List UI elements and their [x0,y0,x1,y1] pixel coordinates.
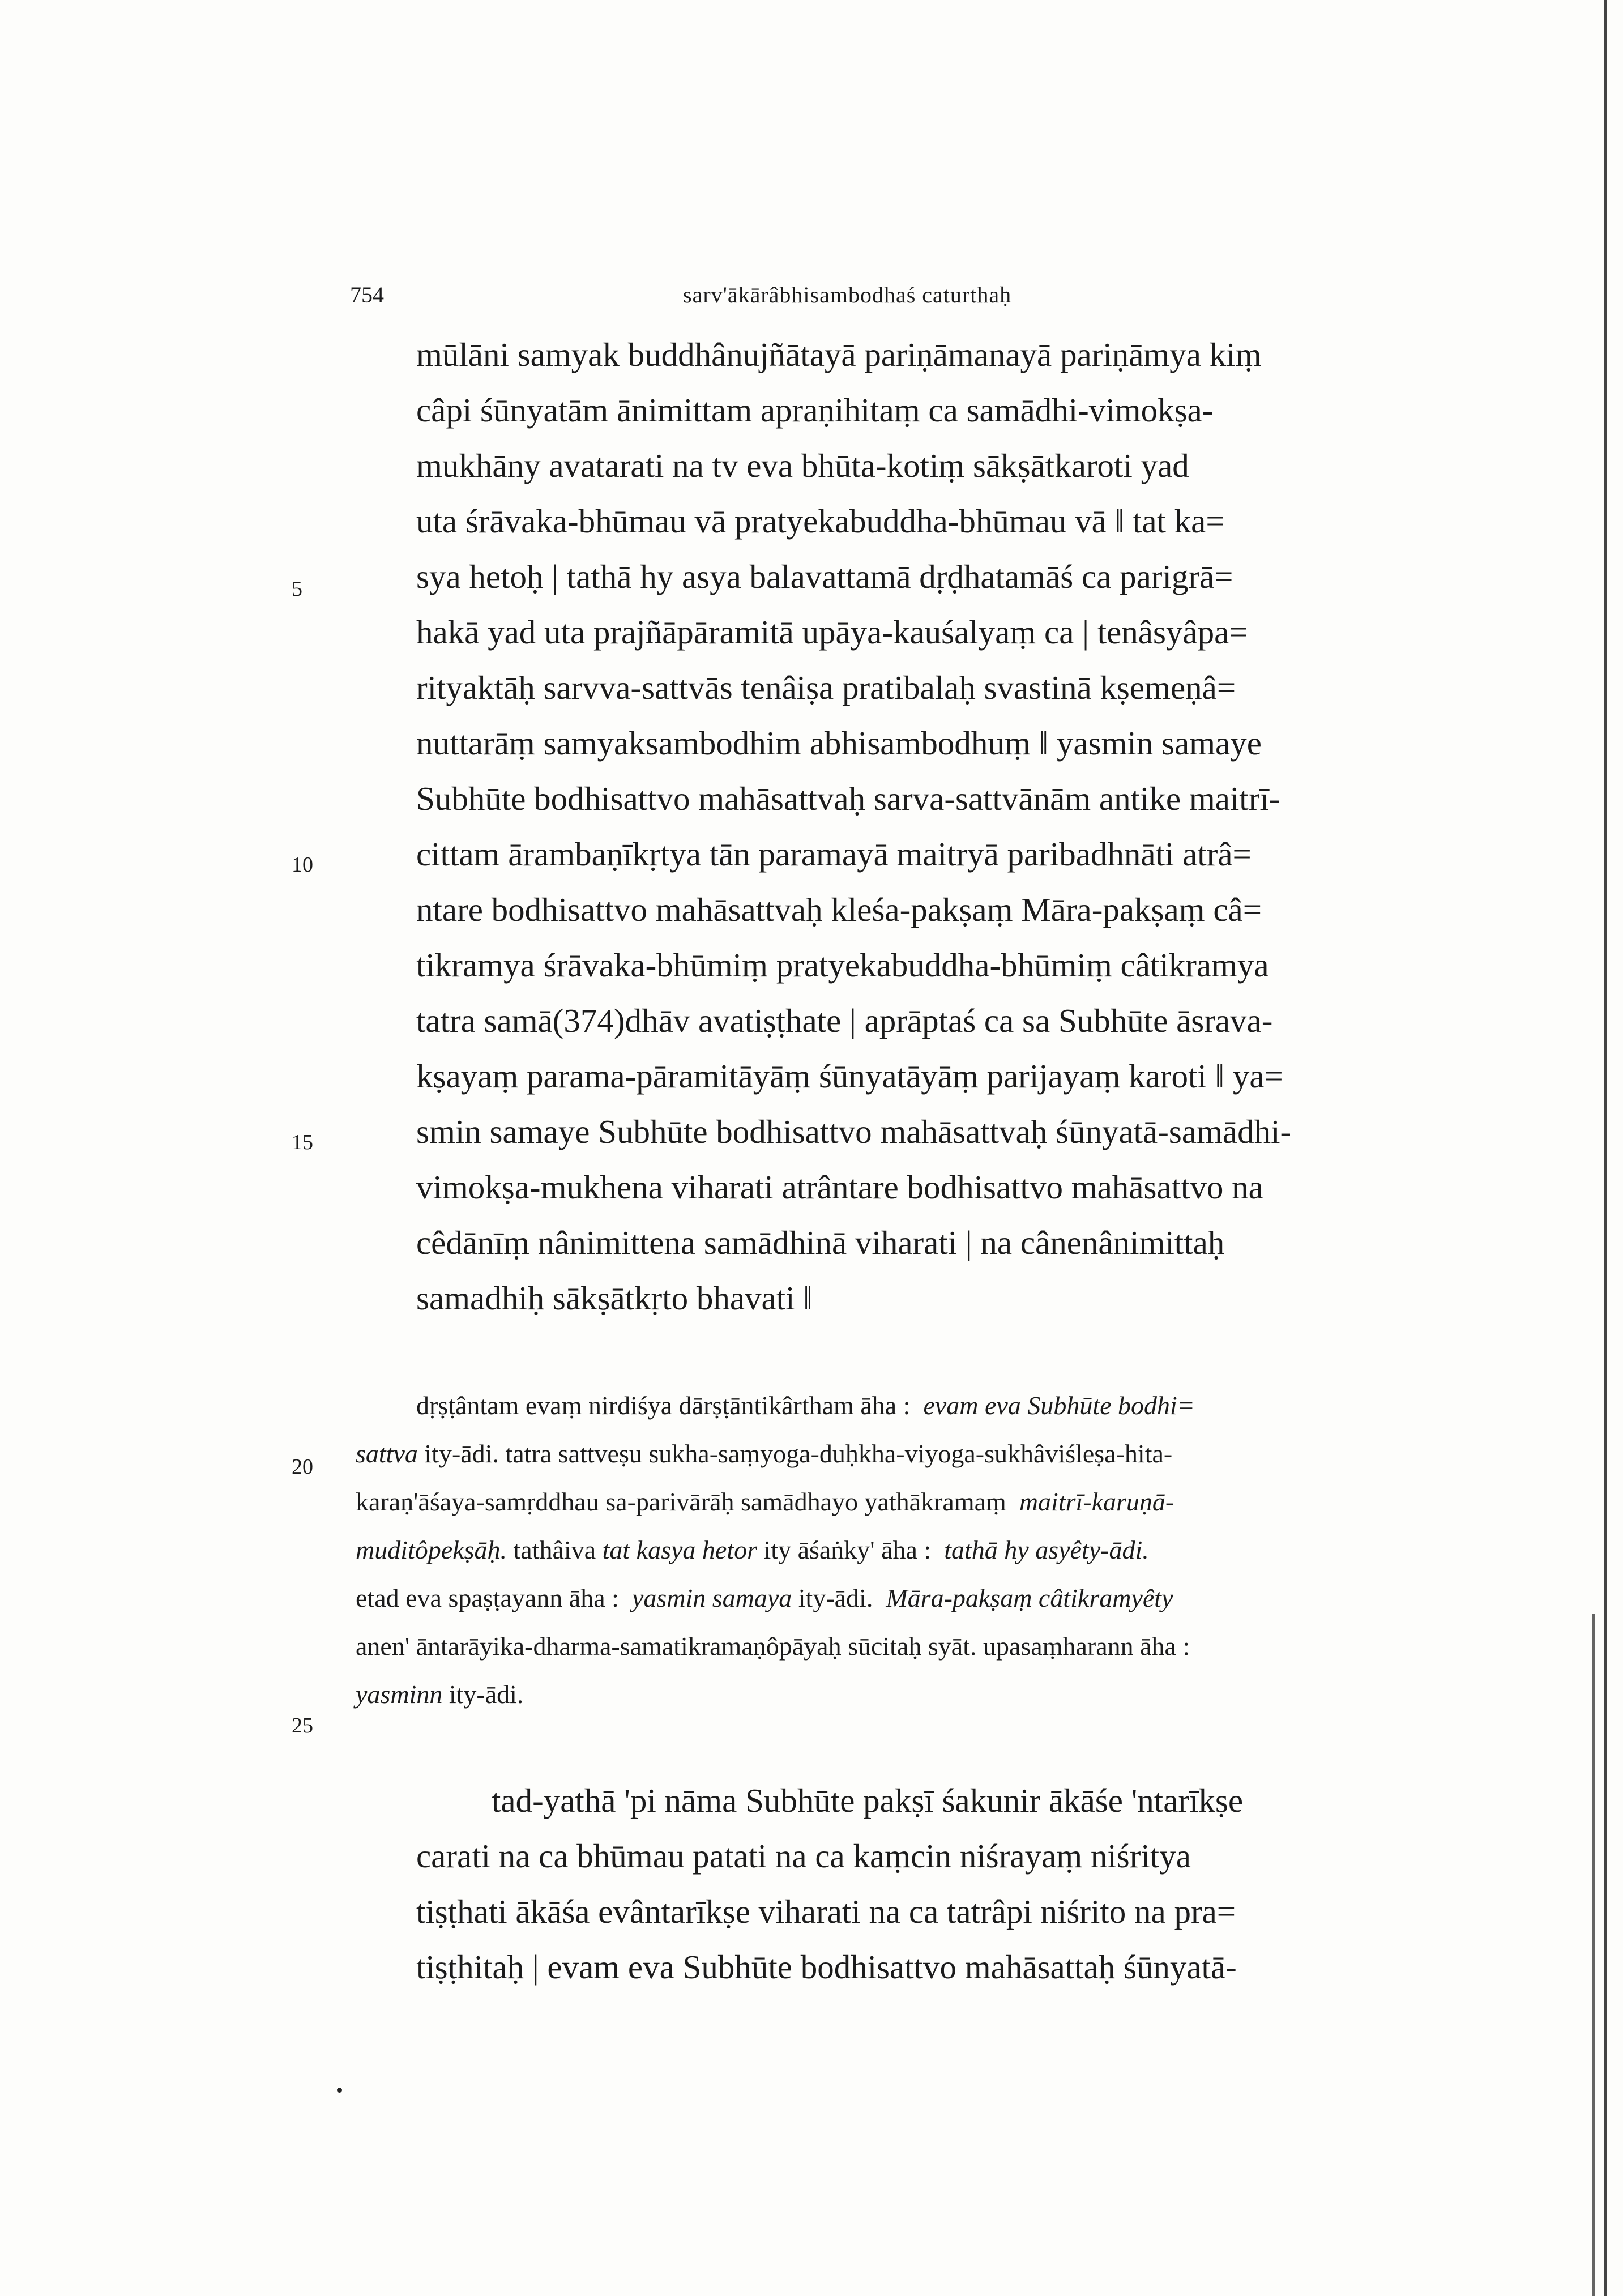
running-title: sarv'ākārâbhisambodhaś caturthaḥ [683,282,1012,308]
main-text-line: câpi śūnyatām ānimittam apraṇihitaṃ ca samādhi-vimokṣa- [416,391,1214,429]
commentary-line [356,1535,1149,1565]
commentary-line [356,1679,523,1709]
commentary-quote: tat kasya hetor [602,1535,758,1564]
main-text-line: samadhiḥ sākṣātkṛto bhavati ‖ [416,1279,813,1317]
main-text-line: Subhūte bodhisattvo mahāsattvaḥ sarva-sattvānām antike maitrī- [416,780,1280,817]
commentary-text: karaṇ'āśaya-samṛddhau sa-parivārāḥ samādhayo yathākramaṃ [356,1487,1006,1516]
commentary-text: tathâiva [507,1535,603,1564]
main-text-line: uta śrāvaka-bhūmau vā pratyekabuddha-bhūmau vā ‖ tat ka= [416,502,1225,540]
commentary-quote: evam eva Subhūte bodhi= [923,1391,1195,1420]
page-edge-line [1604,0,1607,2296]
commentary-quote: yasminn [356,1680,443,1709]
commentary-line [356,1487,1174,1517]
commentary-line [416,1390,1195,1420]
main-text-line: rityaktāḥ sarvva-sattvās tenâiṣa pratibalaḥ svastinā kṣemeṇâ= [416,669,1236,706]
main-text-line: ntare bodhisattvo mahāsattvaḥ kleśa-pakṣaṃ Māra-pakṣaṃ câ= [416,891,1262,928]
main-text-line: carati na ca bhūmau patati na ca kaṃcin niśrayaṃ niśritya [416,1837,1191,1875]
main-text-line: smin samaye Subhūte bodhisattvo mahāsattvaḥ śūnyatā-samādhi- [416,1113,1292,1150]
line-number: 5 [292,577,302,601]
commentary-quote: tathā hy asyêty-ādi. [944,1535,1149,1564]
main-text-line: sya hetoḥ | tathā hy asya balavattamā dṛḍhatamāś ca parigrā= [416,558,1233,595]
commentary-quote: muditôpekṣāḥ. [356,1535,507,1564]
commentary-quote: Māra-pakṣaṃ câtikramyêty [886,1584,1173,1612]
commentary-text: ity-ādi. tatra sattveṣu sukha-saṃyoga-duḥkha-viyoga-sukhâviśleṣa-hita- [417,1439,1173,1468]
main-text-line: kṣayaṃ parama-pāramitāyāṃ śūnyatāyāṃ parijayaṃ karoti ‖ ya= [416,1057,1283,1095]
main-text-line: tiṣṭhati ākāśa evântarīkṣe viharati na ca tatrâpi niśrito na pra= [416,1893,1236,1930]
commentary-text: ity-ādi. [442,1680,524,1709]
line-number: 25 [292,1714,313,1738]
commentary-text: dṛṣṭântam evaṃ nirdiśya dārṣṭāntikârtham āha : [416,1391,911,1420]
commentary-text: etad eva spaṣṭayann āha : [356,1584,619,1612]
main-text-line: tikramya śrāvaka-bhūmiṃ pratyekabuddha-bhūmiṃ câtikramya [416,946,1269,984]
commentary-line: anen' āntarāyika-dharma-samatikramaṇôpāyaḥ sūcitaḥ syāt. upasaṃharann āha : [356,1632,1190,1661]
page-number: 754 [350,282,384,308]
main-text-line: mūlāni samyak buddhânujñātayā pariṇāmanayā pariṇāmya kiṃ [416,336,1262,373]
main-text-line: tad-yathā 'pi nāma Subhūte pakṣī śakunir ākāśe 'ntarīkṣe [492,1782,1244,1819]
commentary-quote: maitrī-karuṇā- [1019,1487,1174,1516]
line-number: 10 [292,853,313,877]
page-edge-line [1592,1614,1595,2296]
main-text-line: tiṣṭhitaḥ | evam eva Subhūte bodhisattvo mahāsattaḥ śūnyatā- [416,1948,1237,1986]
commentary-quote: sattva [356,1439,418,1468]
commentary-quote: yasmin samaya [631,1584,792,1612]
commentary-text: ity āśaṅky' āha : [757,1535,932,1564]
line-number: 15 [292,1130,313,1154]
main-text-line: cêdānīṃ nânimittena samādhinā viharati | na cânenânimittaḥ [416,1224,1225,1261]
scan-dot [337,2088,342,2093]
commentary-text: ity-ādi. [792,1584,873,1612]
main-text-line: cittam ārambaṇīkṛtya tān paramayā maitryā paribadhnāti atrâ= [416,835,1252,873]
commentary-line [356,1439,1172,1469]
commentary-line [356,1583,1173,1613]
main-text-line: hakā yad uta prajñāpāramitā upāya-kauśalyaṃ ca | tenâsyâpa= [416,613,1248,651]
line-number: 20 [292,1455,313,1479]
main-text-line: nuttarāṃ samyaksambodhim abhisambodhuṃ ‖ yasmin samaye [416,724,1262,762]
main-text-line: vimokṣa-mukhena viharati atrântare bodhisattvo mahāsattvo na [416,1168,1263,1206]
main-text-line: mukhāny avatarati na tv eva bhūta-kotiṃ sākṣātkaroti yad [416,447,1189,484]
main-text-line: tatra samā(374)dhāv avatiṣṭhate | aprāptaś ca sa Subhūte āsrava- [416,1002,1273,1039]
